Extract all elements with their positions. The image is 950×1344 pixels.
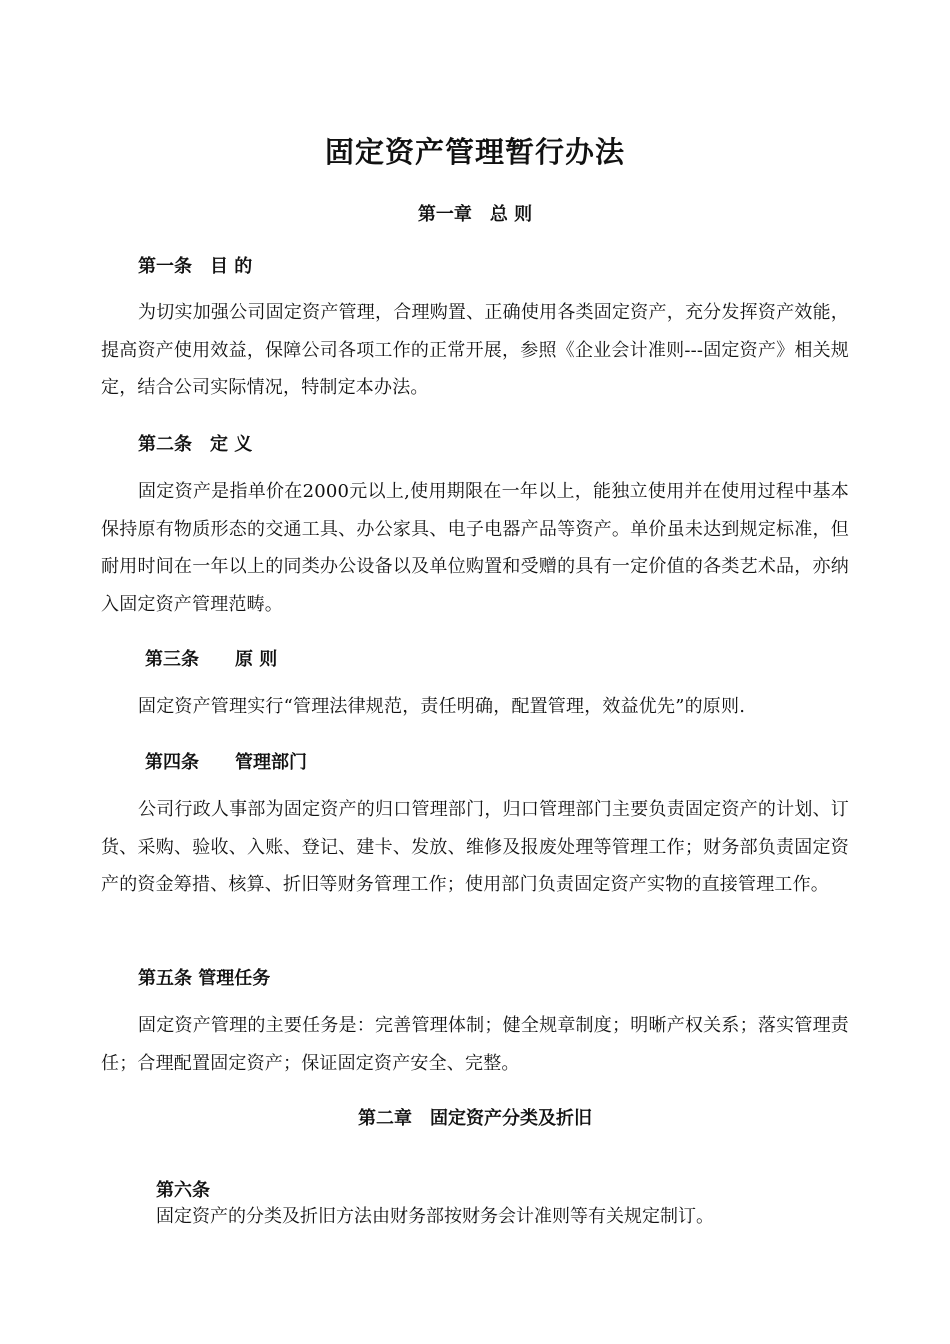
- article-6-line: [138, 1155, 714, 1249]
- document-title: 固定资产管理暂行办法: [324, 135, 625, 169]
- article-2-heading: 第二条 定 义: [138, 434, 253, 455]
- article-2-text: 固定资产是指单价在2000元以上,使用期限在一年以上，能独立使用并在使用过程中基本保持原有物质形态的交通工具、办公家具、电子电器产品等资产。单价虽未达到规定标准，但耐用时间在一年以上的同类办公设备以及单位购置和受赠的具有一定价值的各类艺术品，亦纳入固定资产管理范畴。: [101, 481, 849, 615]
- article-1-heading: 第一条 目 的: [138, 256, 253, 277]
- article-4-text: 公司行政人事部为固定资产的归口管理部门，归口管理部门主要负责固定资产的计划、订货、采购、验收、入账、登记、建卡、发放、维修及报废处理等管理工作；财务部负责固定资产的资金筹措、核算、折旧等财务管理工作；使用部门负责固定资产实物的直接管理工作。: [101, 799, 849, 895]
- article-5-heading: 第五条 管理任务: [138, 968, 271, 989]
- article-3-text: 固定资产管理实行“管理法律规范，责任明确，配置管理，效益优先”的原则.: [138, 696, 746, 717]
- chapter-1-heading: 第一章 总 则: [417, 204, 533, 225]
- article-1-text: 为切实加强公司固定资产管理，合理购置、正确使用各类固定资产，充分发挥资产效能，提高资产使用效益，保障公司各项工作的正常开展，参照《企业会计准则---固定资产》相关规定，结合公司实际情况，特制定本办法。: [101, 302, 849, 398]
- article-3-heading: 第三条 原 则: [145, 649, 278, 670]
- article-6-text: 固定资产的分类及折旧方法由财务部按财务会计准则等有关规定制订。: [156, 1206, 714, 1227]
- article-6-heading: 第六条: [156, 1180, 210, 1201]
- chapter-2-heading: 第二章 固定资产分类及折旧: [358, 1108, 592, 1129]
- article-5-text: 固定资产管理的主要任务是：完善管理体制；健全规章制度；明晰产权关系；落实管理责任；合理配置固定资产；保证固定资产安全、完整。: [101, 1015, 849, 1074]
- article-4-heading: 第四条 管理部门: [145, 752, 307, 773]
